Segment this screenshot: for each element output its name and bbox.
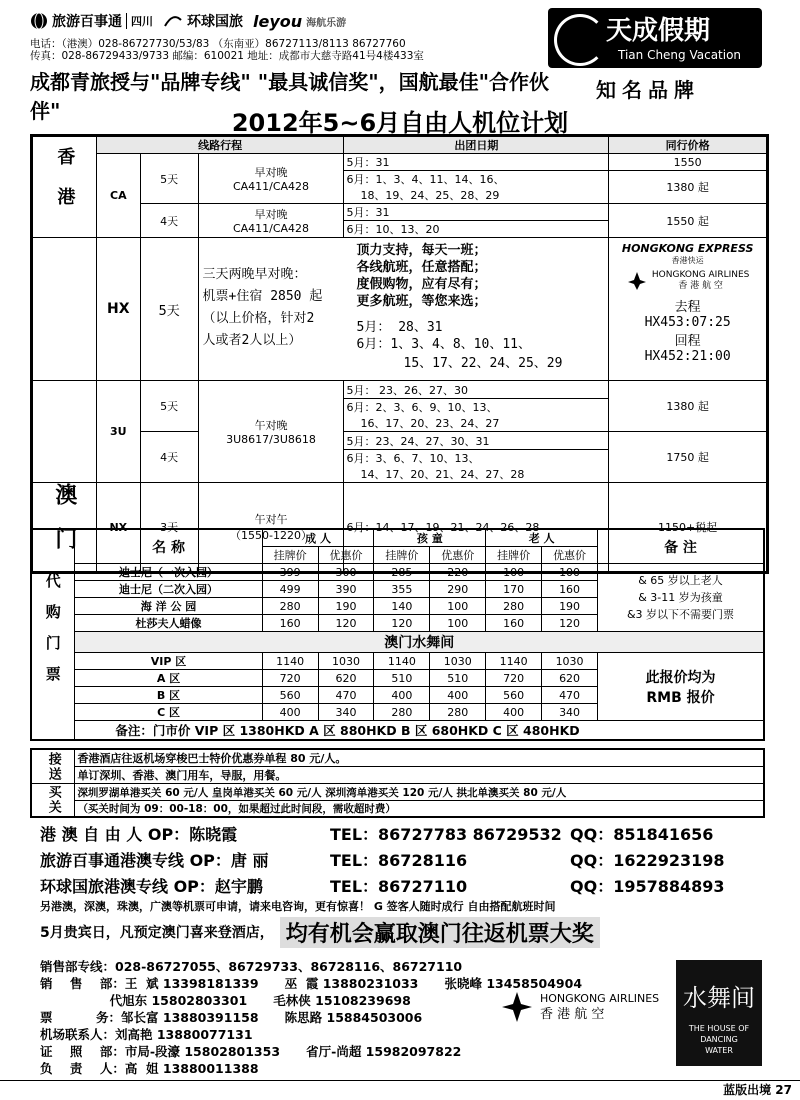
sales-line: 销 售 部：王 斌 13398181339 巫 霞 13880231033 张晓峰 13458504904	[40, 976, 583, 991]
return-label: 回程	[674, 334, 701, 349]
col-header: 同行价格	[609, 137, 767, 154]
price-cell: 400	[486, 704, 542, 721]
price-cell: 510	[374, 670, 430, 687]
price-cell: 120	[374, 615, 430, 632]
list-item	[40, 872, 760, 898]
price-cell: 100	[430, 598, 486, 615]
price-cell: 280	[374, 704, 430, 721]
price-cell: 390	[318, 581, 374, 598]
days: 4天	[140, 204, 198, 238]
dancing-water-en: THE HOUSE OF DANCING WATER	[688, 1024, 750, 1055]
days: 5天	[140, 154, 198, 204]
logo-text: 四川	[126, 13, 153, 29]
outbound-label: 去程	[674, 300, 701, 315]
flight-time: 早对晚 CA411/CA428	[198, 154, 344, 204]
package-offer: 三天两晚早对晚： 机票+住宿 2850 起 （以上价格，针对2 人或者2人以上）	[202, 267, 323, 348]
days: 5天	[140, 238, 198, 381]
op-tel[interactable]: TEL：86727783 86729532	[330, 824, 562, 844]
hx-notes: 顶力支持，每天一班； 各线航班，任意搭配； 度假购物，应有尽有； 更多航班，等您来选；	[356, 243, 487, 309]
dates: 6月：2、3、6、9、10、13、 16、17、20、23、24、27	[344, 399, 609, 432]
price-cell: 190	[542, 598, 598, 615]
flight-grid	[32, 136, 767, 572]
outbound-flight: HX453:07:25	[644, 315, 731, 330]
zone-name: C 区	[75, 704, 262, 721]
price-cell: 220	[430, 564, 486, 581]
price-cell: 560	[486, 687, 542, 704]
park-name: 杜莎夫人蜡像	[75, 615, 262, 632]
deal-price-header: 优惠价	[318, 547, 374, 564]
adult-header: 成 人	[262, 529, 374, 547]
contact-line: 传真：028-86729433/9733 邮编：610021 地址：成都市大慈寺路41号4楼433室	[30, 50, 424, 62]
border-line: 深圳罗湖单港买关 60 元/人 皇岗单港买关 60 元/人 深圳湾单港买关 120 元/人 拱北单澳买关 80 元/人	[75, 784, 764, 801]
price: 1550 起	[609, 204, 767, 238]
sales-line: 代旭东 15802803301 毛林侠 15108239698	[40, 993, 411, 1008]
dates: 6月：3、6、7、10、13、 14、17、20、21、24、27、28	[344, 450, 609, 483]
list-item	[40, 846, 760, 872]
ops-note: 另港澳，深澳，珠澳，广澳等机票可申请，请来电咨询，更有惊喜！ G 签客人随时成行 自由搭配航班时间	[40, 900, 556, 913]
price-cell: 285	[374, 564, 430, 581]
list-price-header: 挂牌价	[374, 547, 430, 564]
hk-express-logo: HONGKONG EXPRESS	[621, 242, 754, 255]
dates: 5月： 28、31	[356, 320, 443, 335]
swirl-icon	[163, 12, 183, 30]
promo-highlight: 均有机会赢取澳门往返机票大奖	[280, 917, 600, 948]
park-name: 海 洋 公 园	[75, 598, 262, 615]
brand-name: 天成假期	[606, 16, 711, 46]
logo-en: HONGKONG AIRLINES	[540, 992, 660, 1005]
brand-logo	[548, 8, 762, 68]
logo-text: 旅游百事通	[52, 14, 122, 30]
border-line: （买关时间为 09：00-18：00，如果超过此时间段，需收超时费）	[75, 801, 764, 818]
sales-line: 销售部专线：028-86727055、86729733、86728116、86727110	[40, 959, 463, 974]
price-cell: 120	[318, 615, 374, 632]
hk-airlines-en: HONGKONG AIRLINES	[651, 270, 750, 280]
water-show-title: 澳门水舞间	[75, 632, 764, 653]
ticket-grid	[30, 528, 765, 741]
promo-banner	[40, 916, 750, 948]
airline-code: 3U	[96, 381, 140, 483]
op-qq[interactable]: QQ：1957884893	[570, 876, 725, 896]
price-cell: 120	[542, 615, 598, 632]
op-contacts	[40, 820, 760, 914]
hk-label-continued	[33, 238, 97, 381]
op-qq[interactable]: QQ：1622923198	[570, 850, 725, 870]
sales-line: 机场联系人：刘高艳 13880077131	[40, 1027, 253, 1042]
ticket-section	[30, 528, 765, 741]
airline-code: NX	[96, 483, 140, 572]
hk-airlines-footer-logo	[500, 990, 670, 1040]
price-cell: 160	[262, 615, 318, 632]
dates: 6月：1、3、4、11、14、16、 18、19、24、25、28、29	[344, 171, 609, 204]
dancing-water-cn: 水舞间	[683, 984, 755, 1012]
price: 1550	[609, 154, 767, 171]
brand-english: Tian Cheng Vacation	[618, 48, 742, 62]
price-cell: 290	[430, 581, 486, 598]
park-name: 迪士尼（二次入园）	[75, 581, 262, 598]
table-row	[31, 653, 764, 670]
transfer-line: 香港酒店往返机场穿梭巴士特价优惠券单程 80 元/人。	[75, 749, 764, 767]
price-cell: 280	[430, 704, 486, 721]
sales-line: 负 责 人：高 姐 13880011388	[40, 1061, 259, 1076]
deal-price-header: 优惠价	[430, 547, 486, 564]
price-cell: 499	[262, 581, 318, 598]
hk-airlines-icon	[626, 270, 648, 292]
flight-time: 午对晚 3U8617/3U8618	[198, 381, 344, 483]
transfer-label: 接送	[31, 749, 75, 784]
days: 4天	[140, 432, 198, 483]
logo-text: 环球国旅	[187, 14, 243, 30]
transfer-line: 单订深圳、香港、澳门用车，导服，用餐。	[75, 767, 764, 784]
sales-line: 票 务：邹长富 13880391158 陈思路 15884503006	[40, 1010, 423, 1025]
price-cell: 340	[318, 704, 374, 721]
price-cell: 140	[374, 598, 430, 615]
price-cell: 560	[262, 687, 318, 704]
list-price-header: 挂牌价	[486, 547, 542, 564]
price-cell: 1140	[374, 653, 430, 670]
price-cell: 160	[542, 581, 598, 598]
dates: 5月： 23、26、27、30	[344, 381, 609, 399]
price-cell: 280	[262, 598, 318, 615]
col-header: 线路行程	[96, 137, 344, 154]
park-name: 迪士尼（一次入园）	[75, 564, 262, 581]
price-cell: 1030	[430, 653, 486, 670]
page-title: 2012年5~6月自由人机位计划	[231, 109, 569, 137]
col-header: 出团日期	[344, 137, 609, 154]
hk-label-continued	[33, 381, 97, 483]
logo-cn: 香 港 航 空	[540, 1007, 605, 1022]
days: 5天	[140, 381, 198, 432]
rmb-note: 此报价均为 RMB 报价	[598, 653, 764, 721]
price-cell: 399	[262, 564, 318, 581]
op-name: 环球国旅港澳专线 OP：赵宇鹏	[40, 876, 263, 896]
price-cell: 355	[374, 581, 430, 598]
table-row	[31, 564, 764, 581]
dates: 5月：23、24、27、30、31	[344, 432, 609, 450]
op-qq[interactable]: QQ：851841656	[570, 824, 714, 844]
sales-line: 证 照 部：市局-段濠 15802801353 省厅-尚超 15982097822	[40, 1044, 462, 1059]
price-cell: 400	[430, 687, 486, 704]
dancing-water-logo	[676, 960, 762, 1066]
child-header: 孩 童	[374, 529, 486, 547]
price-cell: 100	[486, 564, 542, 581]
zone-name: B 区	[75, 687, 262, 704]
price-cell: 100	[542, 564, 598, 581]
dates: 6月：1、3、4、8、10、11、 15、17、22、24、25、29	[356, 337, 563, 371]
list-price-header: 挂牌价	[262, 547, 318, 564]
hk-airlines-cn: 香 港 航 空	[678, 281, 723, 291]
op-name: 旅游百事通港澳专线 OP：唐 丽	[40, 850, 269, 870]
contact-info	[30, 38, 550, 62]
dates: 5月：31	[344, 154, 609, 171]
zone-name: VIP 区	[75, 653, 262, 670]
price-cell: 620	[542, 670, 598, 687]
price-cell: 100	[430, 615, 486, 632]
price-cell: 340	[542, 704, 598, 721]
globe-icon	[30, 12, 48, 30]
airline-code: CA	[96, 154, 140, 238]
zone-name: A 区	[75, 670, 262, 687]
border-label: 买关	[31, 784, 75, 818]
flight-table	[30, 134, 769, 574]
price-cell: 160	[486, 615, 542, 632]
price-cell: 280	[486, 598, 542, 615]
ticket-side-label: 代购门票	[31, 529, 75, 740]
divider	[0, 1080, 800, 1081]
list-item	[40, 820, 760, 846]
price-cell: 1140	[262, 653, 318, 670]
airline-code: HX	[96, 238, 140, 381]
promo-text: 5月贵宾日，凡预定澳门喜来登酒店，	[40, 925, 274, 941]
op-tel[interactable]: TEL：86728116	[330, 850, 468, 870]
dates: 6月：10、13、20	[344, 221, 609, 238]
swirl-icon	[554, 14, 606, 66]
price-cell: 170	[486, 581, 542, 598]
days: 3天	[140, 483, 198, 572]
price: 1380 起	[609, 171, 767, 204]
op-tel[interactable]: TEL：86727110	[330, 876, 468, 896]
dates: 5月：31	[344, 204, 609, 221]
name-header: 名 称	[75, 529, 262, 564]
price-cell: 1030	[318, 653, 374, 670]
price: 1380 起	[609, 381, 767, 432]
flight-time: 早对晚 CA411/CA428	[198, 204, 344, 238]
notes-header: 备 注	[598, 529, 764, 564]
price-cell: 1030	[542, 653, 598, 670]
page-number: 蓝版出境 27	[723, 1083, 792, 1097]
hk-express-cn: 香港快运	[671, 256, 704, 265]
price-cell: 300	[318, 564, 374, 581]
slogan: 成都青旅授与"品牌专线" "最具诚信奖"，国航最佳"合作伙伴"	[30, 70, 550, 123]
price-cell: 620	[318, 670, 374, 687]
contact-line: 电话：（港澳）028-86727730/53/83 （东南亚）86727113/8113 86727760	[30, 38, 406, 50]
dates: 6月：14、17、19、21、24、26、28	[344, 483, 609, 572]
hk-label: 香港	[33, 137, 97, 238]
park-notes: & 65 岁以上老人 & 3-11 岁为孩童 &3 岁以下不需要门票	[598, 564, 764, 632]
transfer-section	[30, 748, 765, 818]
deal-price-header: 优惠价	[542, 547, 598, 564]
senior-header: 老 人	[486, 529, 598, 547]
price-cell: 1140	[486, 653, 542, 670]
price: 1750 起	[609, 432, 767, 483]
logo-text: 海航乐游	[306, 17, 347, 29]
logo-text: leyou	[253, 11, 303, 31]
op-name: 港 澳 自 由 人 OP：陈晓霞	[40, 824, 238, 844]
price-cell: 190	[318, 598, 374, 615]
leyou-logo	[253, 12, 346, 31]
price-cell: 470	[542, 687, 598, 704]
price-cell: 720	[262, 670, 318, 687]
transfer-grid	[30, 748, 765, 818]
huanqiu-logo	[163, 11, 243, 31]
price-cell: 510	[430, 670, 486, 687]
macau-label: 澳门	[33, 483, 97, 572]
flight-time: 午对午 （1550-1220）	[198, 483, 344, 572]
price-cell: 470	[318, 687, 374, 704]
hk-airlines-icon	[500, 990, 534, 1024]
gate-price-note: 备注：门市价 VIP 区 1380HKD A 区 880HKD B 区 680HKD C 区 480HKD	[75, 721, 764, 741]
famous-brand: 知名品牌	[596, 78, 700, 102]
price-cell: 720	[486, 670, 542, 687]
partner-logos	[30, 8, 540, 34]
price-cell: 400	[374, 687, 430, 704]
price-cell: 400	[262, 704, 318, 721]
baishitong-logo	[30, 11, 153, 31]
return-flight: HX452:21:00	[644, 349, 731, 364]
price: 1150+税起	[609, 483, 767, 572]
